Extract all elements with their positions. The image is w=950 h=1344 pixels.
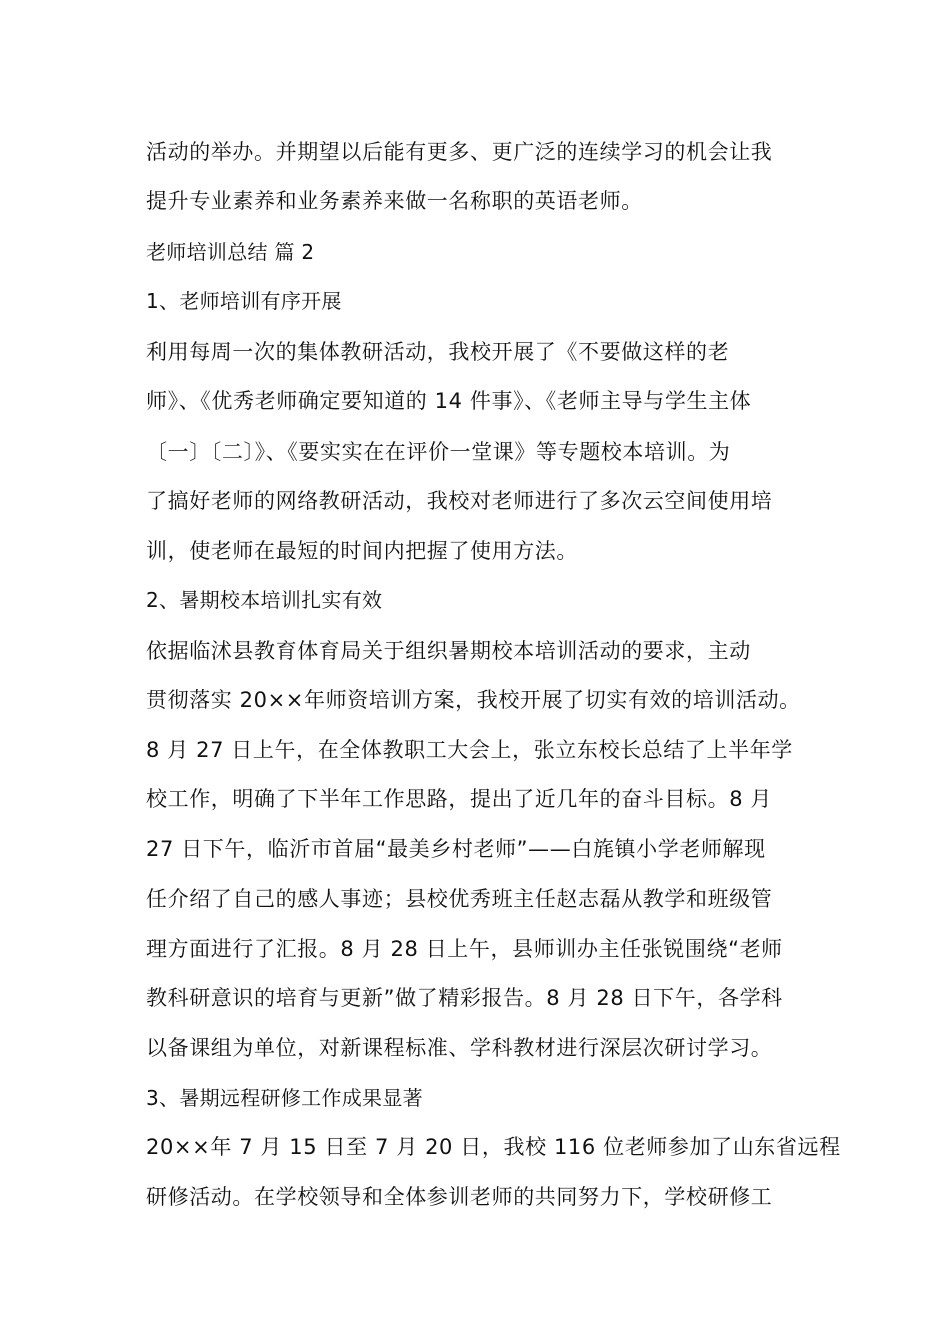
- text-line-13: 8 月 27 日上午，在全体教职工大会上，张立东校长总结了上半年学: [146, 738, 793, 762]
- subheading-1: 1、老师培训有序开展: [146, 289, 342, 313]
- text-line-2: 提升专业素养和业务素养来做一名称职的英语老师。: [146, 189, 643, 213]
- text-line-9: 训，使老师在最短的时间内把握了使用方法。: [146, 539, 578, 563]
- text-line-17: 理方面进行了汇报。8 月 28 日上午，县师训办主任张锐围绕“老师: [146, 937, 783, 961]
- text-line-12: 贯彻落实 20××年师资培训方案，我校开展了切实有效的培训活动。: [146, 688, 801, 712]
- text-line-19: 以备课组为单位，对新课程标准、学科教材进行深层次研讨学习。: [146, 1036, 773, 1060]
- text-line-5: 利用每周一次的集体教研活动，我校开展了《不要做这样的老: [146, 340, 730, 364]
- text-line-15: 27 日下午，临沂市首届“最美乡村老师”——白旄镇小学老师解现: [146, 837, 766, 861]
- text-line-16: 任介绍了自己的感人事迹；县校优秀班主任赵志磊从教学和班级管: [146, 887, 773, 911]
- text-line-18: 教科研意识的培育与更新”做了精彩报告。8 月 28 日下午，各学科: [146, 986, 783, 1010]
- subheading-2: 2、暑期校本培训扎实有效: [146, 588, 383, 612]
- text-line-22: 研修活动。在学校领导和全体参训老师的共同努力下，学校研修工: [146, 1185, 773, 1209]
- subheading-3: 3、暑期远程研修工作成果显著: [146, 1086, 423, 1110]
- text-line-8: 了搞好老师的网络教研活动，我校对老师进行了多次云空间使用培: [146, 489, 773, 513]
- text-line-11: 依据临沭县教育体育局关于组织暑期校本培训活动的要求，主动: [146, 639, 751, 663]
- text-line-14: 校工作，明确了下半年工作思路，提出了近几年的奋斗目标。8 月: [146, 787, 773, 811]
- text-line-21: 20××年 7 月 15 日至 7 月 20 日，我校 116 位老师参加了山东省远程: [146, 1135, 841, 1159]
- text-line-6: 师》、《优秀老师确定要知道的 14 件事》、《老师主导与学生主体: [146, 389, 752, 413]
- text-line-1: 活动的举办。并期望以后能有更多、更广泛的连续学习的机会让我: [146, 140, 773, 164]
- text-line-7: 〔一〕〔二〕》、《要实实在在评价一堂课》等专题校本培训。为: [146, 440, 731, 464]
- section-heading: 老师培训总结 篇 2: [146, 240, 315, 264]
